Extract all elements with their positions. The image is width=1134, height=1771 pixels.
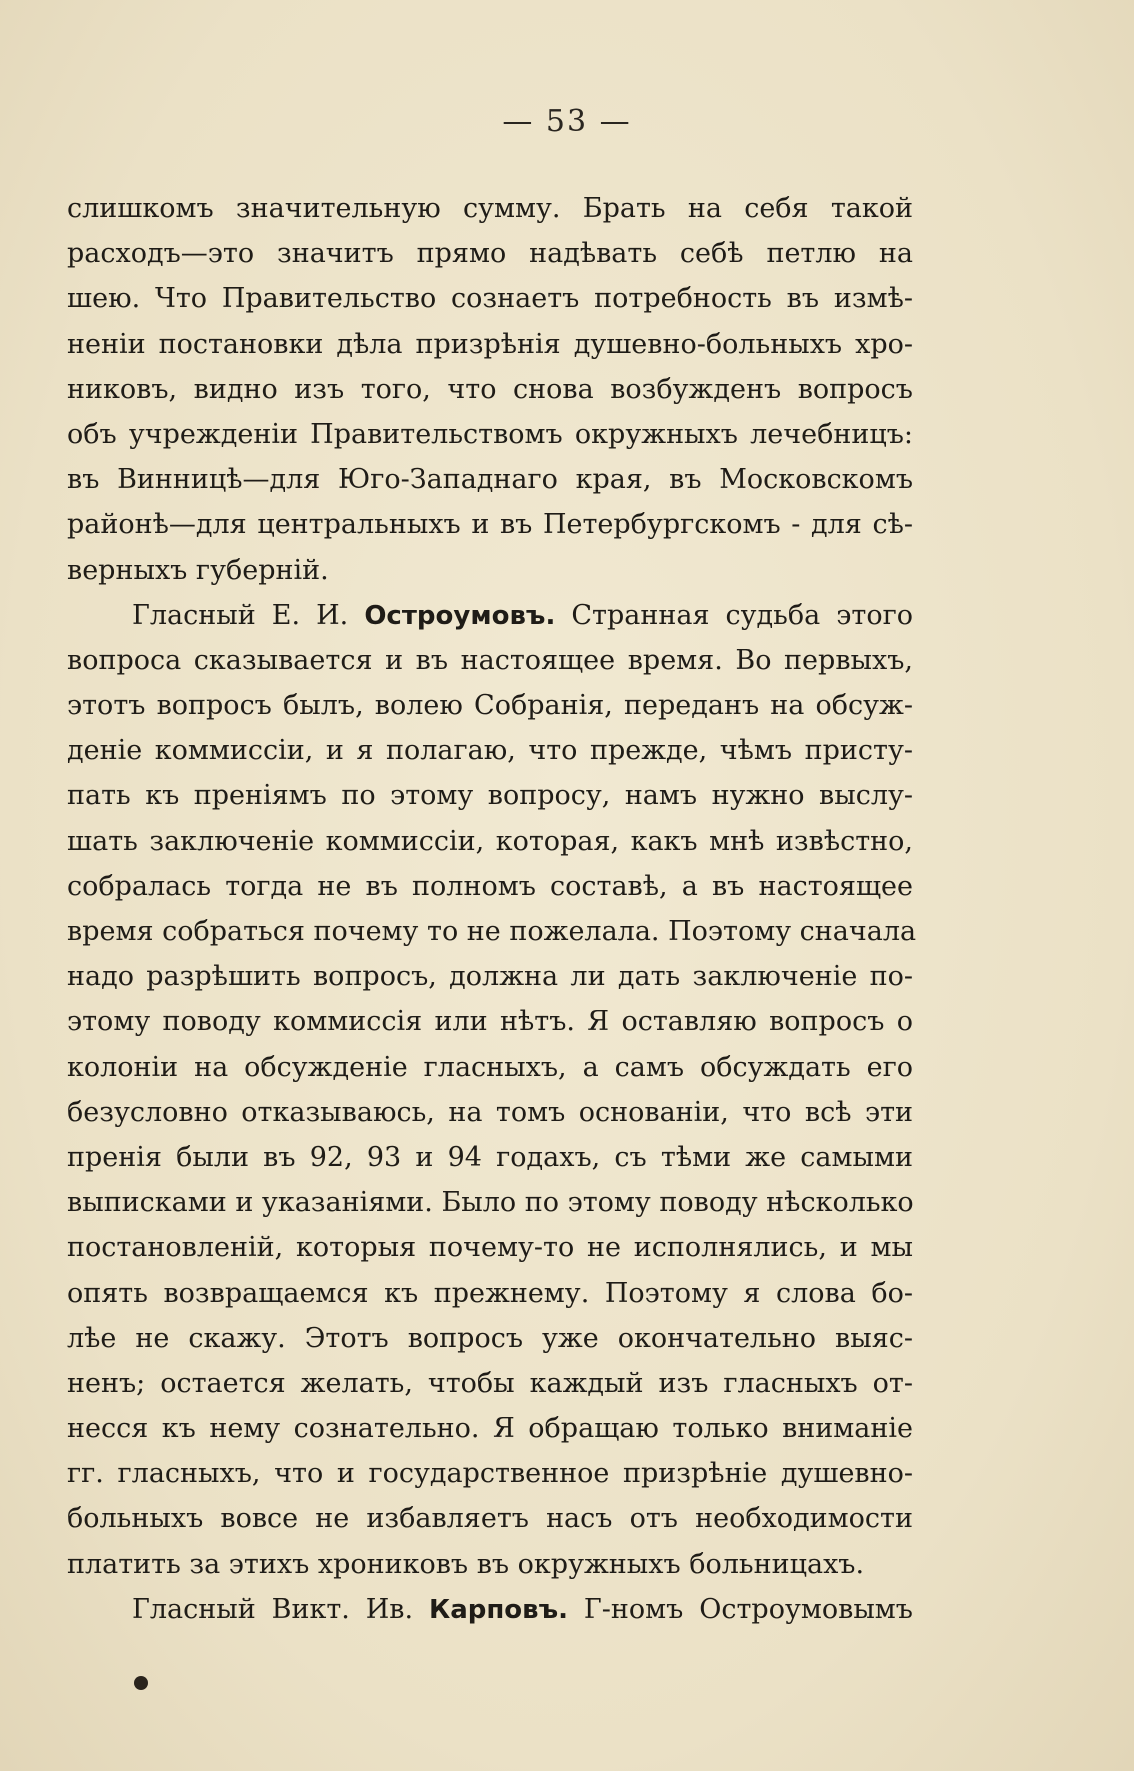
text-line: шать заключеніе коммиссіи, которая, какъ мнѣ извѣстно, [67, 825, 913, 857]
text-line: пать къ преніямъ по этому вопросу, намъ нужно выслу- [67, 780, 913, 812]
text-line: районѣ—для центральныхъ и въ Петербургскомъ - для сѣ- [67, 509, 913, 541]
paragraph [67, 1587, 913, 1632]
text-line: безусловно отказываюсь, на томъ основаніи, что всѣ эти [67, 1096, 913, 1128]
text-line: слишкомъ значительную сумму. Брать на себя такой [67, 193, 913, 224]
text-line: опять возвращаемся къ прежнему. Поэтому я слова бо- [67, 1277, 913, 1309]
speaker-line [67, 1587, 913, 1632]
text-line: платить за этихъ хрониковъ въ окружныхъ больницахъ. [67, 1548, 865, 1580]
paragraph [67, 593, 917, 1587]
speaker-line [67, 593, 913, 638]
speaker-prefix: Гласный Е. И. [132, 599, 365, 631]
text-body [67, 186, 917, 1632]
text-line: лѣе не скажу. Этотъ вопросъ уже окончательно выяс- [67, 1322, 913, 1354]
text-line: время собраться почему то не пожелала. Поэтому сначала [67, 916, 917, 947]
text-line: въ Винницѣ—для Юго-Западнаго края, въ Московскомъ [67, 464, 913, 496]
text-line: надо разрѣшить вопросъ, должна ли дать заключеніе по- [67, 961, 913, 993]
text-line: выписками и указаніями. Было по этому поводу нѣсколько [67, 1187, 914, 1219]
speaker-line-rest: Г-номъ Остроумовымъ [568, 1593, 913, 1625]
text-line: постановленій, которыя почему-то не исполнялись, и мы [67, 1232, 913, 1264]
page-number: — 53 — [502, 104, 632, 139]
text-line: этому поводу коммиссія или нѣтъ. Я оставляю вопросъ о [67, 1006, 913, 1038]
speaker-prefix: Гласный Викт. Ив. [132, 1593, 429, 1625]
text-line: больныхъ вовсе не избавляетъ насъ отъ необходимости [67, 1503, 913, 1535]
ink-spot [134, 1676, 148, 1690]
text-line: гг. гласныхъ, что и государственное призрѣніе душевно- [67, 1458, 913, 1490]
text-line: никовъ, видно изъ того, что снова возбужденъ вопросъ [67, 373, 913, 405]
paragraph [67, 186, 913, 593]
text-line: этотъ вопросъ былъ, волею Собранія, переданъ на обсуж- [67, 690, 913, 722]
text-line: деніе коммиссіи, и я полагаю, что прежде, чѣмъ присту- [67, 735, 913, 767]
text-line: объ учрежденіи Правительствомъ окружныхъ лечебницъ: [67, 418, 913, 450]
text-line: вопроса сказывается и въ настоящее время. Во первыхъ, [67, 644, 913, 676]
text-line: шею. Что Правительство сознаетъ потребность въ измѣ- [67, 283, 913, 315]
text-line: собралась тогда не въ полномъ составѣ, а въ настоящее [67, 870, 913, 902]
text-line: несся къ нему сознательно. Я обращаю только вниманіе [67, 1413, 913, 1445]
speaker-name: Карповъ. [428, 1594, 569, 1625]
text-line: пренія были въ 92, 93 и 94 годахъ, съ тѣми же самыми [67, 1141, 913, 1173]
text-line: верныхъ губерній. [67, 554, 329, 586]
speaker-name: Остроумовъ. [364, 600, 556, 631]
text-line: расходъ—это значитъ прямо надѣвать себѣ петлю на [67, 238, 913, 270]
text-line: неніи постановки дѣла призрѣнія душевно-больныхъ хро- [67, 328, 913, 360]
speaker-line-rest: Странная судьба этого [555, 599, 913, 631]
text-line: колоніи на обсужденіе гласныхъ, а самъ обсуждать его [67, 1051, 913, 1083]
text-line: ненъ; остается желать, чтобы каждый изъ гласныхъ от- [67, 1367, 913, 1399]
